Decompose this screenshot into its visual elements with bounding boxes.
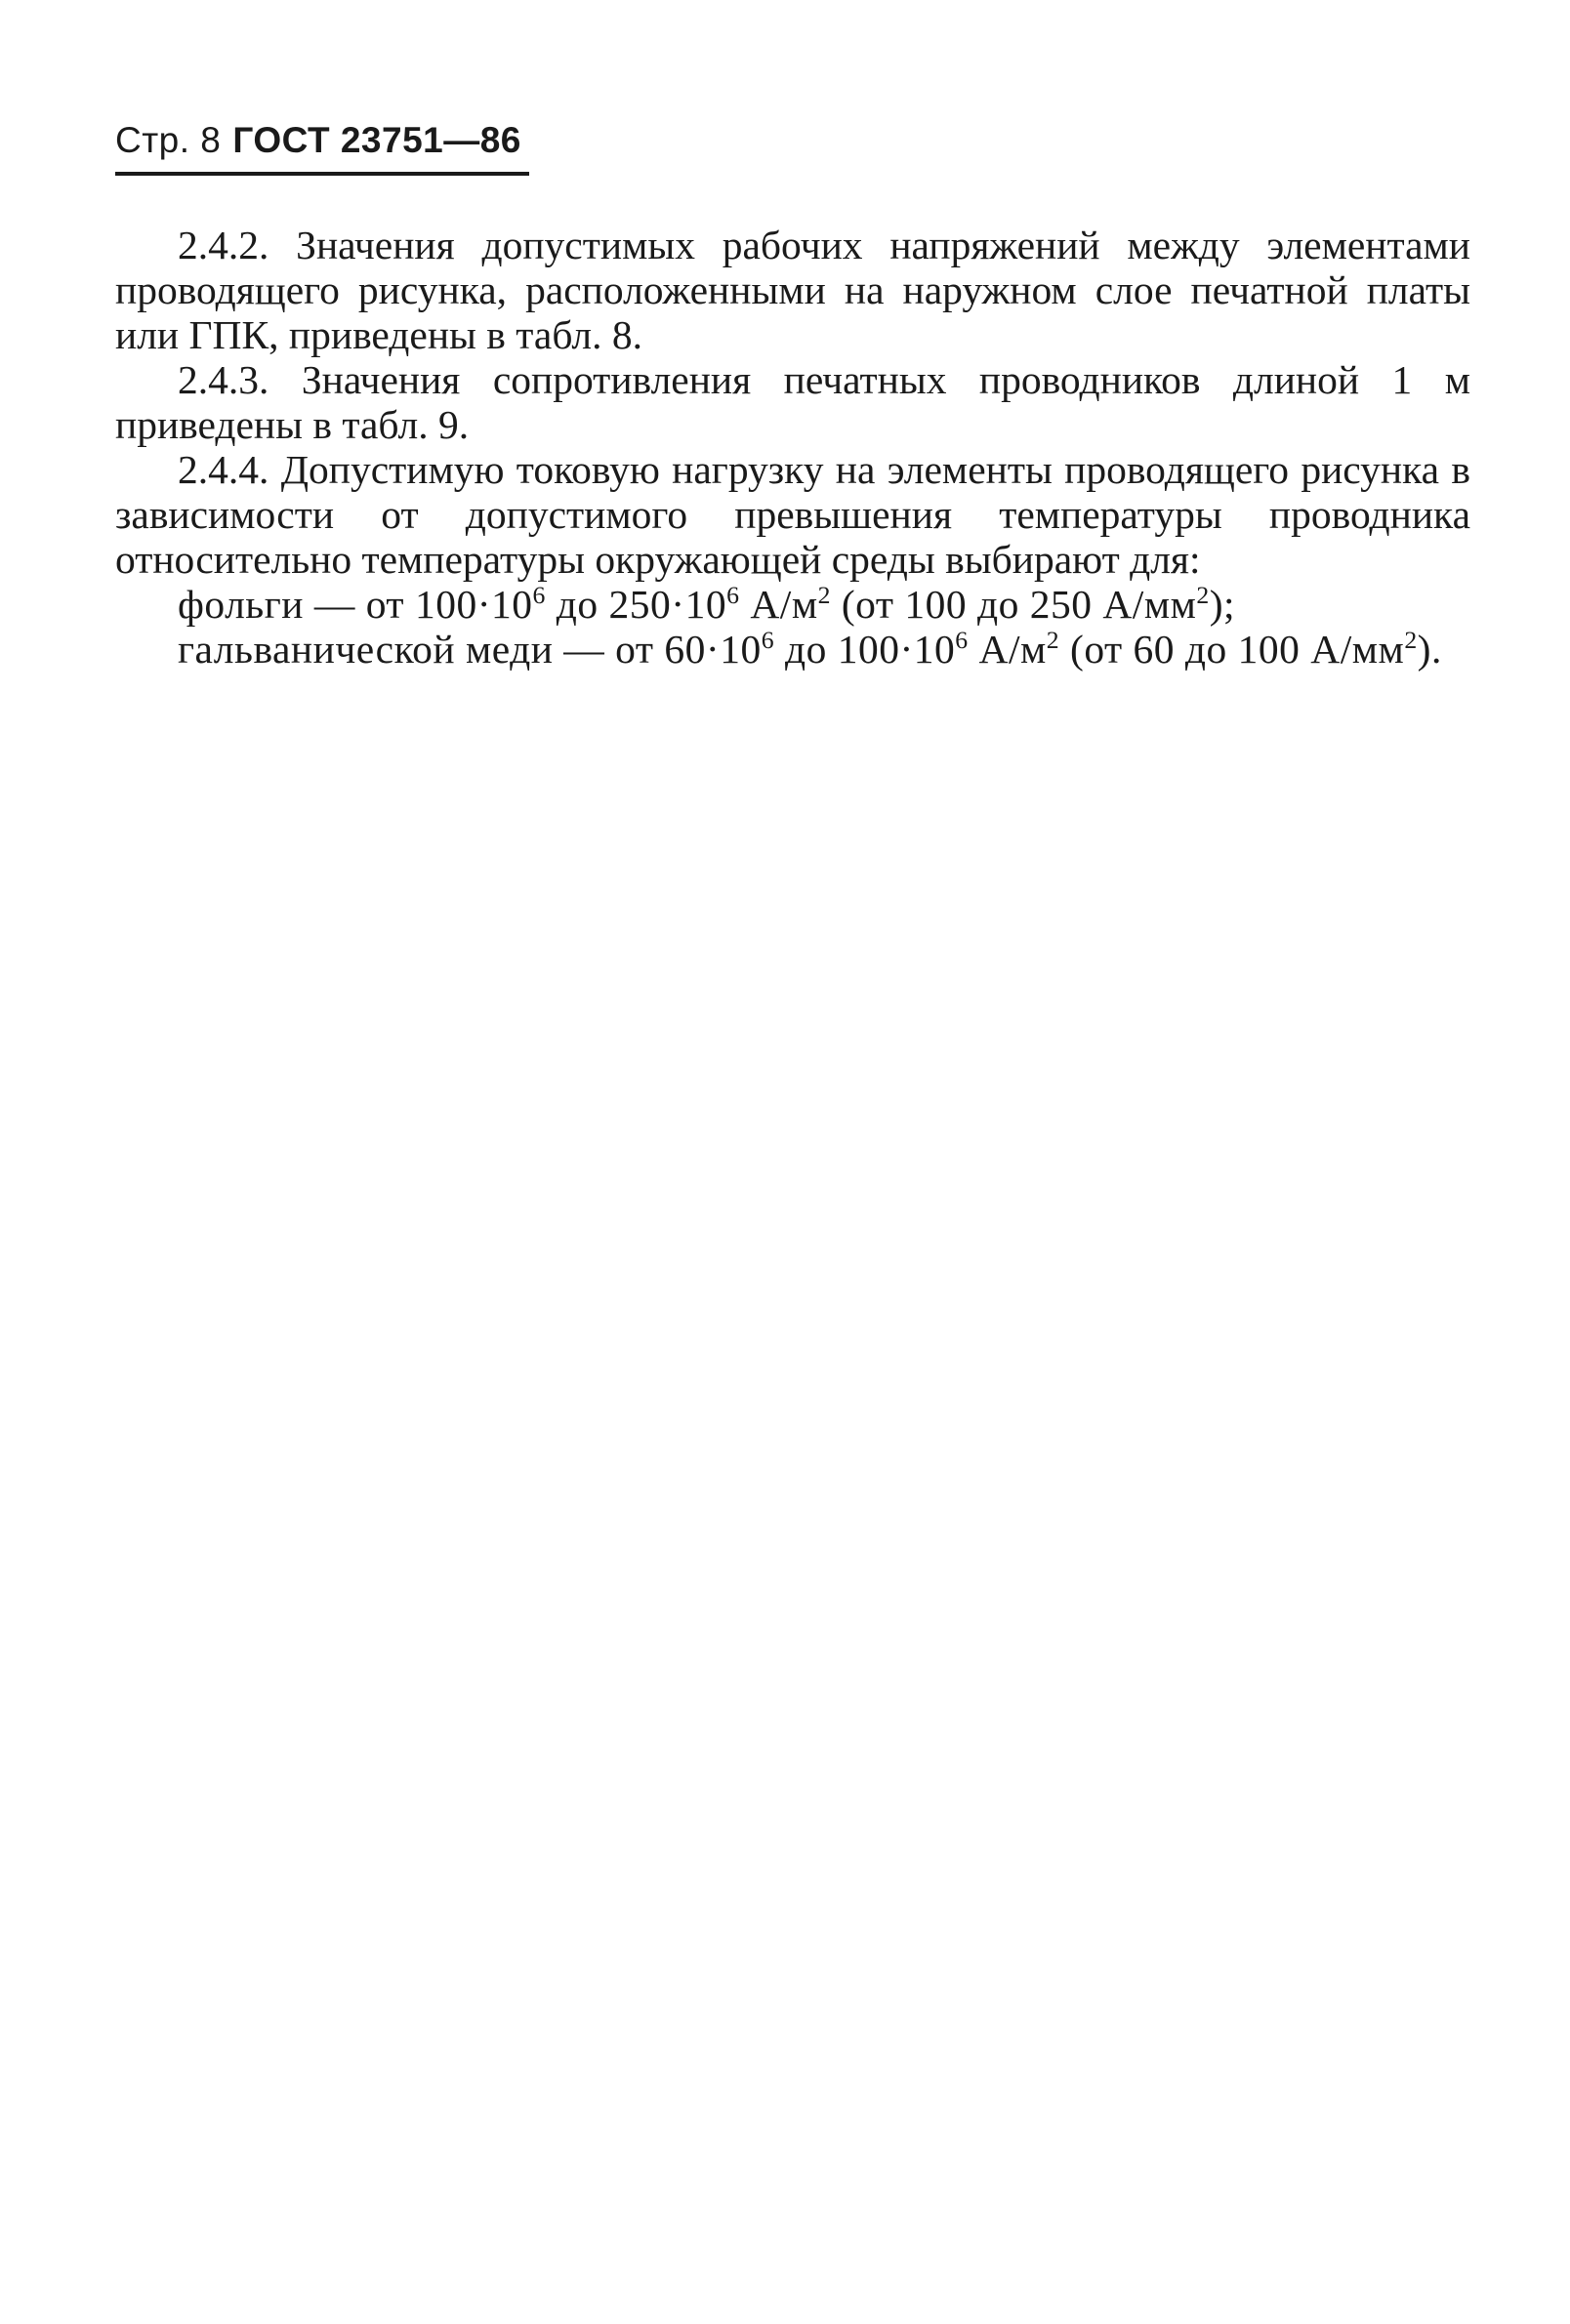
paragraph-2-4-2 — [115, 223, 1470, 357]
alt-unit-exponent: 2 — [1404, 626, 1418, 655]
paragraph-text: Значения допустимых рабочих напряжений между элементами проводящего рисунка, расположенными на наружном слое печатной платы или ГПК, приведены в табл. 8. — [115, 223, 1471, 357]
paragraph-number: 2.4.2. — [178, 223, 269, 267]
page-number-label: Стр. 8 — [115, 120, 222, 160]
paragraph-number: 2.4.4. — [178, 447, 269, 492]
range-low: 100·10 — [414, 582, 533, 627]
page-header — [115, 119, 521, 162]
paragraph-text: Допустимую токовую нагрузку на элементы проводящего рисунка в зависимости от допустимого превышения температуры проводника относительно температуры окружающей среды выбирают для: — [115, 447, 1470, 582]
range-prefix: — от — [303, 582, 415, 627]
range-high: 100·10 — [837, 627, 956, 672]
alt-range-close: ). — [1417, 627, 1442, 672]
range-prefix: — от — [553, 627, 665, 672]
range-high-exponent: 6 — [955, 626, 969, 655]
range-low-exponent: 6 — [532, 581, 546, 610]
alt-unit-exponent: 2 — [1196, 581, 1210, 610]
paragraph-number: 2.4.3. — [178, 357, 269, 402]
paragraph-text: Значения сопротивления печатных проводников длиной 1 м приведены в табл. 9. — [115, 357, 1471, 447]
paragraph-2-4-4 — [115, 447, 1470, 582]
alt-range: (от 60 до 100 А/мм — [1059, 627, 1405, 672]
paragraph-2-4-3 — [115, 357, 1470, 447]
document-body — [115, 223, 1470, 672]
range-low: 60·10 — [664, 627, 762, 672]
unit-exponent: 2 — [1046, 626, 1060, 655]
range-separator: до — [545, 582, 609, 627]
alt-range-close: ); — [1209, 582, 1236, 627]
range-separator: до — [774, 627, 838, 672]
unit-exponent: 2 — [817, 581, 831, 610]
material-name: фольги — [178, 582, 304, 627]
material-name: гальванической меди — [178, 627, 554, 672]
alt-range: (от 100 до 250 А/мм — [830, 582, 1197, 627]
range-high: 250·10 — [608, 582, 727, 627]
header-rule — [115, 172, 529, 176]
current-limit-foil — [115, 582, 1470, 627]
unit: А/м — [968, 627, 1047, 672]
unit: А/м — [739, 582, 818, 627]
standard-code: ГОСТ 23751—86 — [232, 120, 521, 160]
range-high-exponent: 6 — [726, 581, 740, 610]
range-low-exponent: 6 — [761, 626, 775, 655]
current-limit-copper — [115, 627, 1470, 672]
